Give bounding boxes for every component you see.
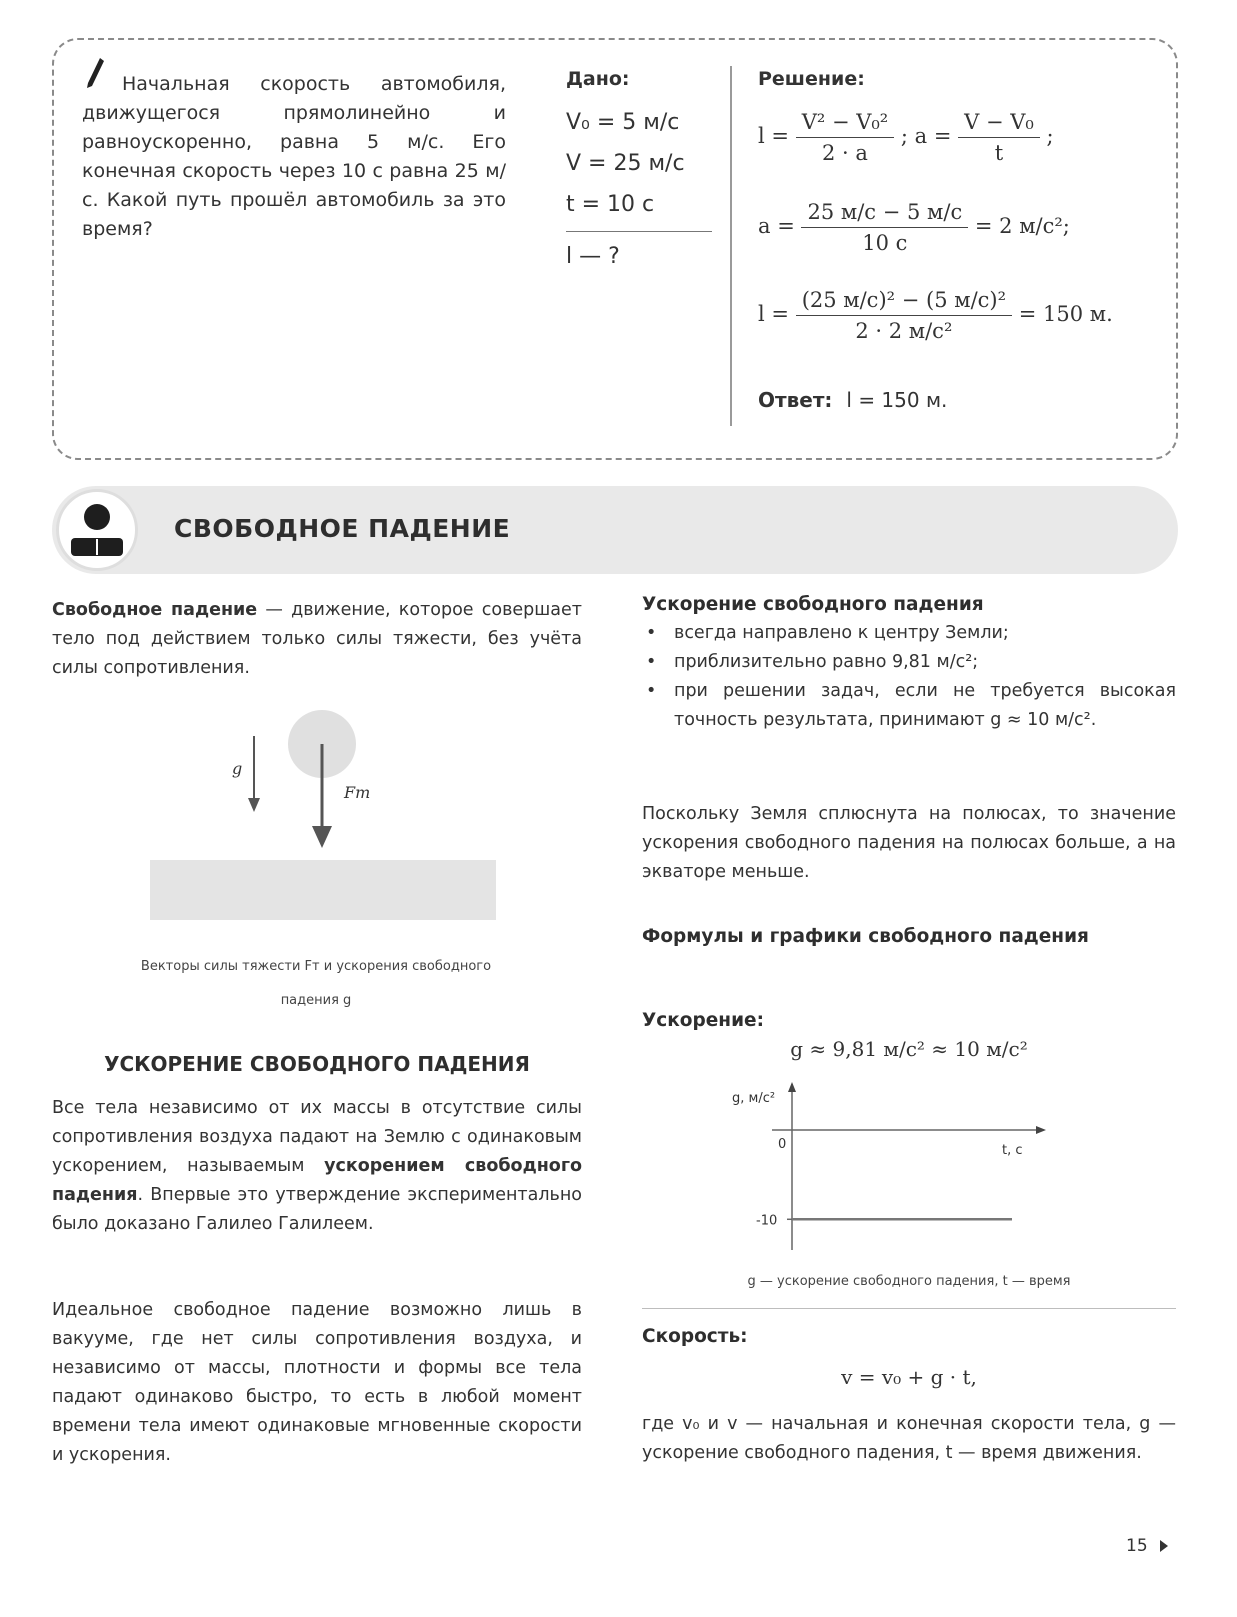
fraction-denominator: 2 · a <box>822 141 868 165</box>
vacuum-paragraph: Идеальное свободное падение возможно лишь в вакууме, где нет силы сопротивления воздуха, и независимо от массы, плотности и формы все тела падают одинаково быстро, то есть в любой момент времени тела имеют одинаковые мгновенные скорости и ускорения. <box>52 1300 582 1465</box>
definition-text: — движение, которое совершает тело под действием только силы тяжести, без учёта силы сопротивления. <box>52 600 582 678</box>
acceleration-label: Ускорение: <box>642 1010 764 1031</box>
solution-column <box>758 68 1168 90</box>
fraction-numerator: V² − V₀² <box>796 110 895 138</box>
solution-title: Решение: <box>758 68 865 90</box>
formulas-heading-text: Формулы и графики свободного падения <box>642 926 1089 947</box>
reader-icon <box>56 489 138 571</box>
definition-paragraph <box>52 596 582 683</box>
fraction <box>958 110 1040 165</box>
fraction <box>801 200 968 255</box>
fraction-numerator: V − V₀ <box>958 110 1040 138</box>
subheading: УСКОРЕНИЕ СВОБОДНОГО ПАДЕНИЯ <box>104 1052 530 1076</box>
definition-term: Свободное падение <box>52 600 258 620</box>
figure-caption-line: падения g <box>280 993 352 1008</box>
calc-l-prefix: l = <box>758 302 789 326</box>
speed-paragraph: где v₀ и v — начальная и конечная скорости тела, g — ускорение свободного падения, t — время движения. <box>642 1414 1176 1463</box>
x-axis-label: t, с <box>1002 1143 1023 1158</box>
g-vector-head <box>248 798 260 812</box>
given-line: V = 25 м/с <box>566 151 685 176</box>
fraction <box>796 288 1012 343</box>
g-vector-label: g <box>232 759 243 778</box>
bullet-item: • при решении задач, если не требуется высокая точность результата, принимают g ≈ 10 м/с². <box>642 677 1176 735</box>
given-line: V₀ = 5 м/с <box>566 110 680 135</box>
find-line: l — ? <box>566 244 620 269</box>
y-tick-label: 0 <box>778 1137 787 1152</box>
formula-end: ; <box>1046 124 1054 148</box>
formula-l-prefix: l = <box>758 124 789 148</box>
answer-line <box>758 388 947 412</box>
acceleration-label-block <box>642 1006 1176 1064</box>
answer-value: l = 150 м. <box>846 388 948 412</box>
given-column <box>566 68 712 277</box>
para-bold-term: ускорением свободного падения <box>52 1156 582 1205</box>
speed-label: Скорость: <box>642 1326 748 1347</box>
formula-separator: ; a = <box>900 124 952 148</box>
fraction-numerator: 25 м/с − 5 м/с <box>801 200 968 228</box>
y-axis-arrow <box>788 1082 796 1092</box>
fraction <box>796 110 895 165</box>
acceleration-heading: Ускорение свободного падения <box>642 594 984 615</box>
para-text: Все тела независимо от их массы в отсутствие силы сопротивления воздуха падают на Землю с одинаковым ускорением, называемым <box>52 1098 582 1176</box>
acceleration-formula: g ≈ 9,81 м/с² ≈ 10 м/с² <box>790 1037 1028 1061</box>
ground-surface <box>150 860 496 920</box>
poles-paragraph: Поскольку Земля сплюснута на полюсах, то значение ускорения свободного падения на полюсах больше, а на экваторе меньше. <box>642 804 1176 882</box>
graph-caption: g — ускорение свободного падения, t — время <box>747 1274 1071 1289</box>
free-fall-figure <box>140 700 510 930</box>
acceleration-graph <box>720 1080 1050 1260</box>
speed-block <box>642 1322 1176 1392</box>
section-title: СВОБОДНОЕ ПАДЕНИЕ <box>174 514 511 543</box>
y-axis-label: g, м/с² <box>732 1091 776 1106</box>
fraction-numerator: (25 м/с)² − (5 м/с)² <box>796 288 1012 316</box>
calc-a-prefix: a = <box>758 214 795 238</box>
fraction-denominator: 10 с <box>862 231 908 255</box>
figure-caption <box>60 950 572 1018</box>
answer-label: Ответ: <box>758 388 833 412</box>
problem-text: Начальная скорость автомобиля, движущегося прямолинейно и равноускоренно, равна 5 м/с. Его конечная скорость через 10 с равна 25 м/с. Какой путь прошёл автомобиль за это время? <box>82 73 506 240</box>
given-line: t = 10 с <box>566 192 655 217</box>
calc-a-result: = 2 м/с²; <box>974 214 1070 238</box>
fraction-denominator: t <box>994 141 1004 165</box>
speed-formula: v = v₀ + g · t, <box>841 1365 977 1389</box>
section-rule <box>642 1308 1176 1309</box>
bullet-item: • всегда направлено к центру Земли; <box>642 619 1176 648</box>
acceleration-bullets <box>642 619 1176 735</box>
page-number: 15 <box>1126 1536 1148 1556</box>
formula-distance-calc <box>758 288 1113 343</box>
force-vector-label: Fт <box>344 783 371 802</box>
formula-general <box>758 110 1054 165</box>
formulas-heading <box>642 922 1176 951</box>
right-column-top <box>642 590 1176 735</box>
force-vector-head <box>312 826 332 848</box>
figure-caption-line: Векторы силы тяжести Fт и ускорения свободного <box>140 959 492 974</box>
calc-l-result: = 150 м. <box>1018 302 1113 326</box>
given-title: Дано: <box>566 68 630 90</box>
formula-accel-calc <box>758 200 1070 255</box>
bullet-item: • приблизительно равно 9,81 м/с²; <box>642 648 1176 677</box>
x-axis-arrow <box>1036 1126 1046 1134</box>
column-divider <box>730 66 732 426</box>
y-tick-label: -10 <box>756 1213 778 1229</box>
given-divider <box>566 231 712 232</box>
fraction-denominator: 2 · 2 м/с² <box>855 319 953 343</box>
next-page-arrow-icon <box>1160 1540 1168 1552</box>
acceleration-paragraph <box>52 1094 582 1239</box>
para-text: . Впервые это утверждение экспериментально было доказано Галилео Галилеем. <box>52 1185 582 1234</box>
